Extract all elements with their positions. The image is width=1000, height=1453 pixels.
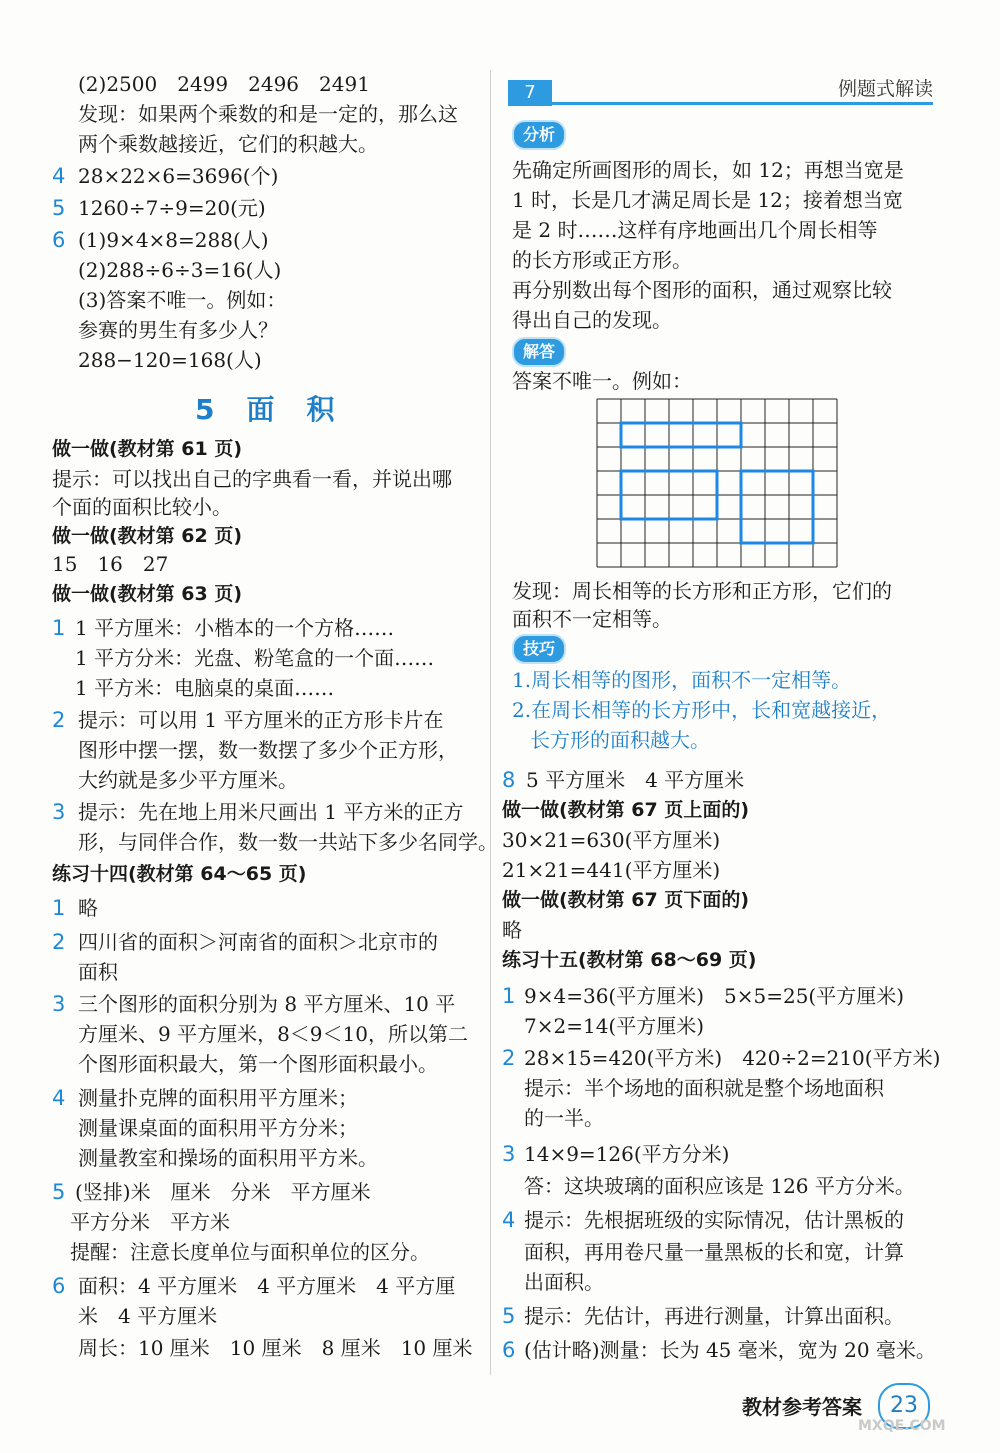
- footer-label: 教材参考答案: [742, 1395, 862, 1419]
- question-number: 6: [52, 1274, 66, 1298]
- example-number: 7: [508, 80, 552, 106]
- exercise-heading: 做一做(教材第 61 页): [52, 438, 243, 460]
- answer-line: 四川省的面积＞河南省的面积＞北京市的: [78, 930, 438, 954]
- solution-line: 面积不一定相等。: [512, 607, 672, 631]
- answer-line: 21×21=441(平方厘米): [502, 858, 721, 882]
- tip-line: 1.周长相等的图形，面积不一定相等。: [512, 668, 852, 692]
- answer-line: 提示：先估计，再进行测量，计算出面积。: [524, 1304, 904, 1328]
- answer-line: 288−120=168(人): [78, 348, 262, 372]
- answer-line: 面积: [78, 960, 118, 984]
- answer-line: 个面的面积比较小。: [52, 495, 232, 519]
- page-number: 23: [878, 1383, 930, 1429]
- solution-line: 发现：周长相等的长方形和正方形，它们的: [512, 579, 892, 603]
- answer-line: 5 平方厘米 4 平方厘米: [526, 768, 745, 792]
- answer-line: (2)288÷6÷3=16(人): [78, 258, 282, 282]
- answer-line: 个图形面积最大，第一个图形面积最小。: [78, 1052, 438, 1076]
- answer-line: 1 平方分米：光盘、粉笔盒的一个面……: [75, 646, 435, 670]
- answer-line: 图形中摆一摆，数一数摆了多少个正方形，: [78, 738, 458, 762]
- column-divider: [490, 70, 491, 1375]
- exercise-heading: 做一做(教材第 62 页): [52, 525, 243, 547]
- answer-line: 9×4=36(平方厘米) 5×5=25(平方厘米): [524, 984, 905, 1008]
- question-number: 6: [52, 228, 66, 252]
- answer-line: (估计略)测量：长为 45 毫米，宽为 20 毫米。: [524, 1338, 936, 1362]
- analysis-line: 的长方形或正方形。: [512, 248, 692, 272]
- question-number: 8: [502, 768, 516, 792]
- answer-line: 15 16 27: [52, 552, 169, 576]
- exercise-heading: 练习十四(教材第 64～65 页): [52, 863, 307, 885]
- answer-line: 提示：先在地上用米尺画出 1 平方米的正方: [78, 800, 464, 824]
- question-number: 3: [52, 992, 66, 1016]
- answer-line: 发现：如果两个乘数的和是一定的，那么这: [78, 102, 458, 126]
- question-number: 1: [502, 984, 516, 1008]
- rectangles-grid-figure: [596, 398, 840, 570]
- exercise-heading: 做一做(教材第 63 页): [52, 583, 243, 605]
- analysis-line: 是 2 时……这样有序地画出几个周长相等: [512, 218, 878, 242]
- answer-line: 1 平方米：电脑桌的桌面……: [75, 676, 335, 700]
- question-number: 3: [502, 1142, 516, 1166]
- answer-line: 28×22×6=3696(个): [78, 164, 279, 188]
- answer-line: 方厘米、9 平方厘米，8＜9＜10，所以第二: [78, 1022, 468, 1046]
- answer-line: (竖排)米 厘米 分米 平方厘米: [75, 1180, 371, 1204]
- answer-line: 面积，再用卷尺量一量黑板的长和宽，计算: [524, 1240, 904, 1264]
- answer-line: 出面积。: [524, 1270, 604, 1294]
- answer-line: 形，与同伴合作，数一数一共站下多少名同学。: [78, 830, 498, 854]
- highlighted-rectangle: [741, 471, 813, 543]
- header-rule: [552, 102, 933, 105]
- analysis-line: 再分别数出每个图形的面积，通过观察比较: [512, 278, 892, 302]
- answer-line: 提示：半个场地的面积就是整个场地面积: [524, 1076, 884, 1100]
- answer-line: 米 4 平方厘米: [78, 1304, 218, 1328]
- question-number: 5: [52, 196, 66, 220]
- exercise-heading: 练习十五(教材第 68～69 页): [502, 949, 757, 971]
- tip-line: 长方形的面积越大。: [530, 728, 710, 752]
- answer-line: 提示：可以找出自己的字典看一看，并说出哪: [52, 467, 452, 491]
- answer-line: 的一半。: [524, 1106, 604, 1130]
- section-title: 5 面 积: [195, 393, 337, 426]
- question-number: 2: [52, 708, 66, 732]
- question-number: 4: [52, 1086, 66, 1110]
- answer-line: 1260÷7÷9=20(元): [78, 196, 266, 220]
- answer-line: 周长：10 厘米 10 厘米 8 厘米 10 厘米: [78, 1336, 473, 1360]
- question-number: 2: [52, 930, 66, 954]
- answer-line: 测量教室和操场的面积用平方米。: [78, 1146, 378, 1170]
- question-number: 2: [502, 1046, 516, 1070]
- answer-line: 答：这块玻璃的面积应该是 126 平方分米。: [524, 1174, 915, 1198]
- tip-badge: 技巧: [512, 634, 566, 664]
- analysis-line: 得出自己的发现。: [512, 308, 672, 332]
- exercise-heading: 做一做(教材第 67 页上面的): [502, 799, 750, 821]
- answer-line: 大约就是多少平方厘米。: [78, 768, 298, 792]
- question-number: 5: [52, 1180, 66, 1204]
- answer-line: 三个图形的面积分别为 8 平方厘米、10 平: [78, 992, 456, 1016]
- example-title: 例题式解读: [837, 78, 933, 100]
- answer-line: 面积：4 平方厘米 4 平方厘米 4 平方厘: [78, 1274, 456, 1298]
- watermark: MXQE.COM: [858, 1418, 946, 1434]
- question-number: 6: [502, 1338, 516, 1362]
- analysis-line: 先确定所画图形的周长，如 12；再想当宽是: [512, 158, 904, 182]
- answer-line: 测量课桌面的面积用平方分米；: [78, 1116, 358, 1140]
- question-number: 3: [52, 800, 66, 824]
- question-number: 1: [52, 616, 66, 640]
- question-number: 5: [502, 1304, 516, 1328]
- answer-line: (2)2500 2499 2496 2491: [78, 72, 370, 96]
- answer-line: 略: [502, 918, 522, 942]
- analysis-badge: 分析: [512, 120, 566, 150]
- answer-line: 28×15=420(平方米) 420÷2=210(平方米): [524, 1046, 941, 1070]
- answer-line: 提示：先根据班级的实际情况，估计黑板的: [524, 1208, 904, 1232]
- answer-line: 1 平方厘米：小楷本的一个方格……: [75, 616, 395, 640]
- question-number: 1: [52, 896, 66, 920]
- answer-line: (3)答案不唯一。例如：: [78, 288, 287, 312]
- answer-line: 测量扑克牌的面积用平方厘米；: [78, 1086, 358, 1110]
- example-header: [508, 80, 933, 106]
- answer-line: 平方分米 平方米: [70, 1210, 230, 1234]
- analysis-line: 1 时，长是几才满足周长是 12；接着想当宽: [512, 188, 903, 212]
- tip-line: 2.在周长相等的长方形中，长和宽越接近，: [512, 698, 892, 722]
- reminder-line: 提醒：注意长度单位与面积单位的区分。: [70, 1240, 430, 1264]
- answer-line: 7×2=14(平方厘米): [524, 1014, 705, 1038]
- solution-line: 答案不唯一。例如：: [512, 369, 692, 393]
- answer-line: 提示：可以用 1 平方厘米的正方形卡片在: [78, 708, 444, 732]
- answer-line: 14×9=126(平方分米): [524, 1142, 730, 1166]
- answer-line: 略: [78, 896, 98, 920]
- highlighted-rectangle: [621, 423, 741, 447]
- answer-line: 参赛的男生有多少人？: [78, 318, 278, 342]
- exercise-heading: 做一做(教材第 67 页下面的): [502, 889, 750, 911]
- answer-line: 两个乘数越接近，它们的积越大。: [78, 132, 378, 156]
- question-number: 4: [502, 1208, 516, 1232]
- answer-line: (1)9×4×8=288(人): [78, 228, 269, 252]
- solution-badge: 解答: [512, 337, 566, 367]
- answer-line: 30×21=630(平方厘米): [502, 828, 721, 852]
- question-number: 4: [52, 164, 66, 188]
